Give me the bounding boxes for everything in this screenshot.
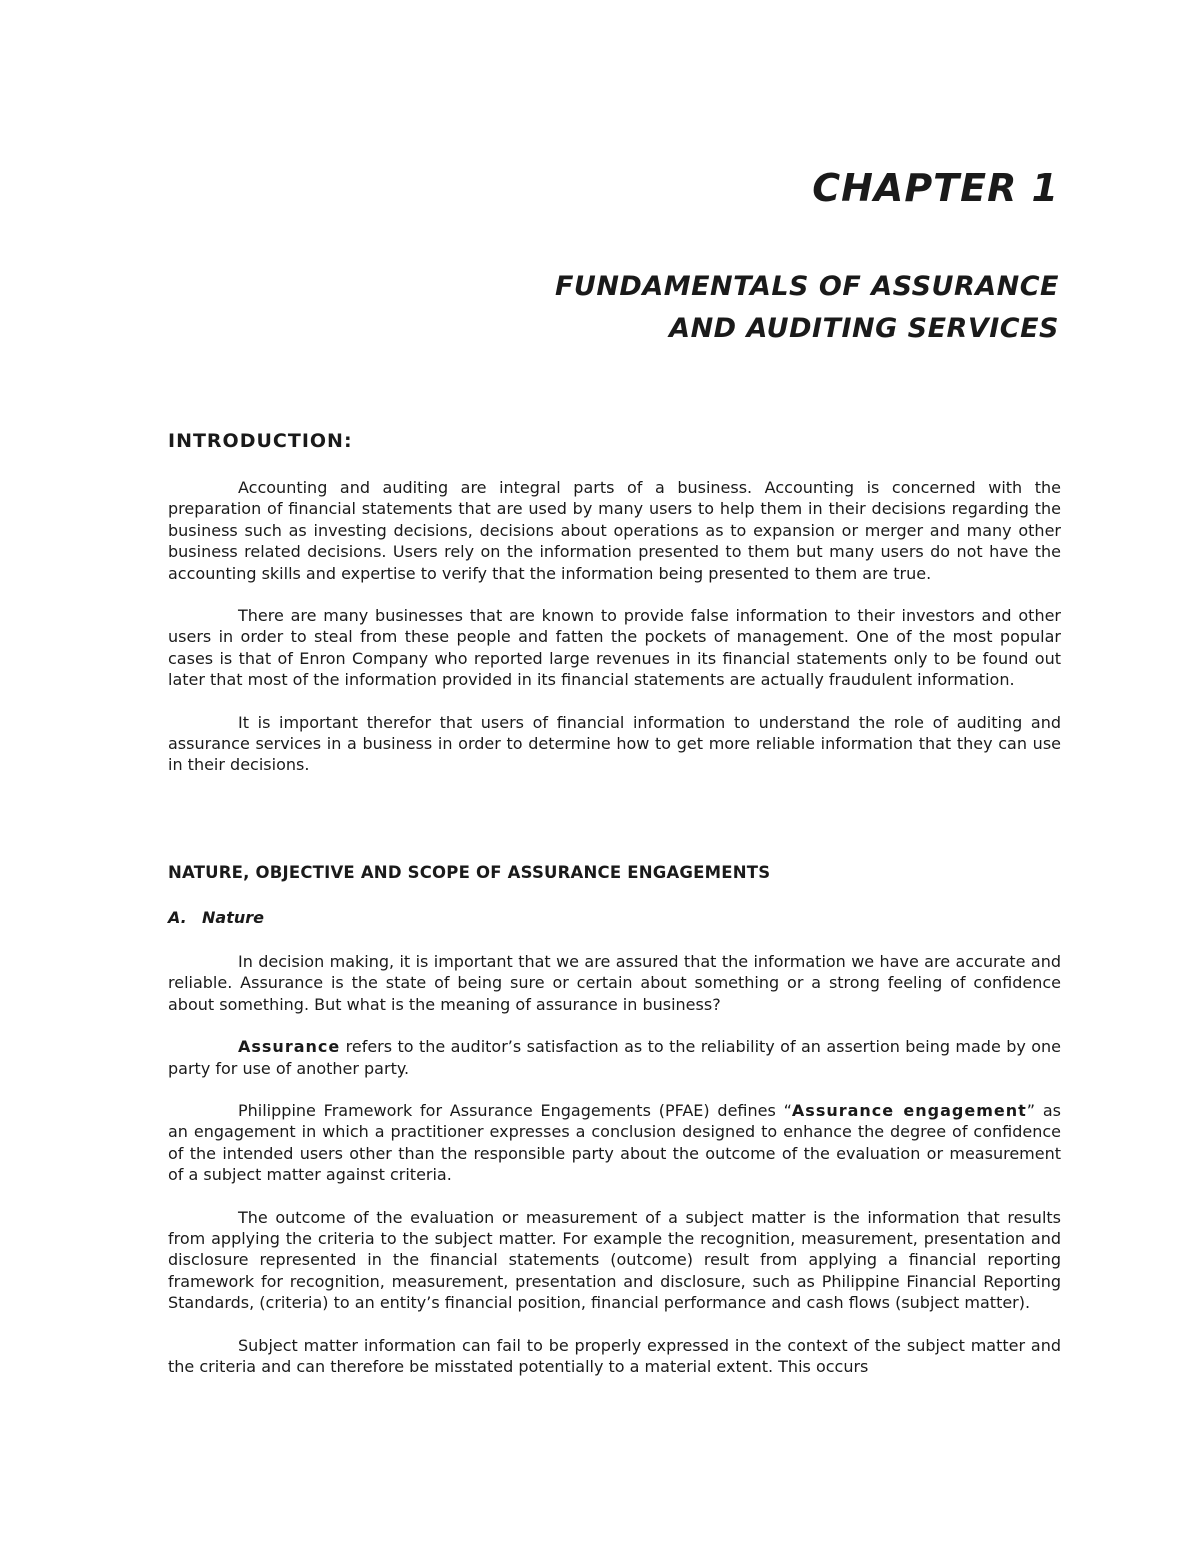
assurance-term: Assurance	[238, 1037, 341, 1057]
nature-paragraph-3	[168, 1100, 1061, 1186]
assurance-engagement-term: Assurance engagement	[791, 1101, 1027, 1121]
chapter-title-line-2: AND AUDITING SERVICES	[669, 313, 1059, 344]
pfae-intro: Philippine Framework for Assurance Engagements (PFAE) defines “	[238, 1101, 792, 1121]
section-heading: NATURE, OBJECTIVE AND SCOPE OF ASSURANCE ENGAGEMENTS	[168, 863, 771, 882]
intro-paragraph-3: It is important therefor that users of financial information to understand the role of auditing and assurance services in a business in order to determine how to get more reliable information that they can use in their decisions.	[168, 712, 1061, 775]
chapter-title	[555, 266, 1059, 350]
pfae-definition: ” as an engagement in which a practitioner expresses a conclusion designed to enhance the degree of confidence of the intended users other than the responsible party about the outcome of the evaluation or measurement of a subject matter against criteria.	[168, 1101, 1062, 1185]
intro-paragraph-2: There are many businesses that are known to provide false information to their investors and other users in order to steal from these people and fatten the pockets of management. One of the most popular cases is that of Enron Company who reported large revenues in its financial statements only to be found out later that most of the information provided in its financial statements are actually fraudulent information.	[168, 606, 1061, 690]
introduction-heading: INTRODUCTION:	[168, 430, 353, 452]
nature-paragraph-2	[168, 1036, 1061, 1079]
subsection-title: Nature	[202, 908, 264, 927]
nature-paragraph-4: The outcome of the evaluation or measurement of a subject matter is the information that results from applying the criteria to the subject matter. For example the recognition, measurement, presentation and disclosure represented in the financial statements (outcome) result from applying a financial reporting framework for recognition, measurement, presentation and disclosure, such as Philippine Financial Reporting Standards, (criteria) to an entity’s financial position, financial performance and cash flows (subject matter).	[168, 1207, 1061, 1313]
nature-paragraph-5: Subject matter information can fail to be properly expressed in the context of the subject matter and the criteria and can therefore be misstated potentially to a material extent. This occurs	[168, 1335, 1061, 1377]
subsection-letter: A.	[168, 908, 187, 927]
chapter-label: CHAPTER 1	[812, 166, 1059, 210]
intro-paragraph-1: Accounting and auditing are integral parts of a business. Accounting is concerned with the preparation of financial statements that are used by many users to help them in their decisions regarding the business such as investing decisions, decisions about operations as to expansion or merger and many other business related decisions. Users rely on the information presented to them but many users do not have the accounting skills and expertise to verify that the information being presented to them are true.	[168, 478, 1061, 583]
chapter-title-line-1: FUNDAMENTALS OF ASSURANCE	[554, 271, 1059, 302]
nature-body	[168, 951, 1061, 1378]
subsection-heading	[168, 908, 264, 927]
introduction-body	[168, 477, 1061, 776]
assurance-definition: refers to the auditor’s satisfaction as to the reliability of an assertion being made by one party for use of another party.	[168, 1037, 1061, 1078]
nature-paragraph-1: In decision making, it is important that we are assured that the information we have are accurate and reliable. Assurance is the state of being sure or certain about something or a strong feeling of confidence about something. But what is the meaning of assurance in business?	[168, 952, 1061, 1014]
